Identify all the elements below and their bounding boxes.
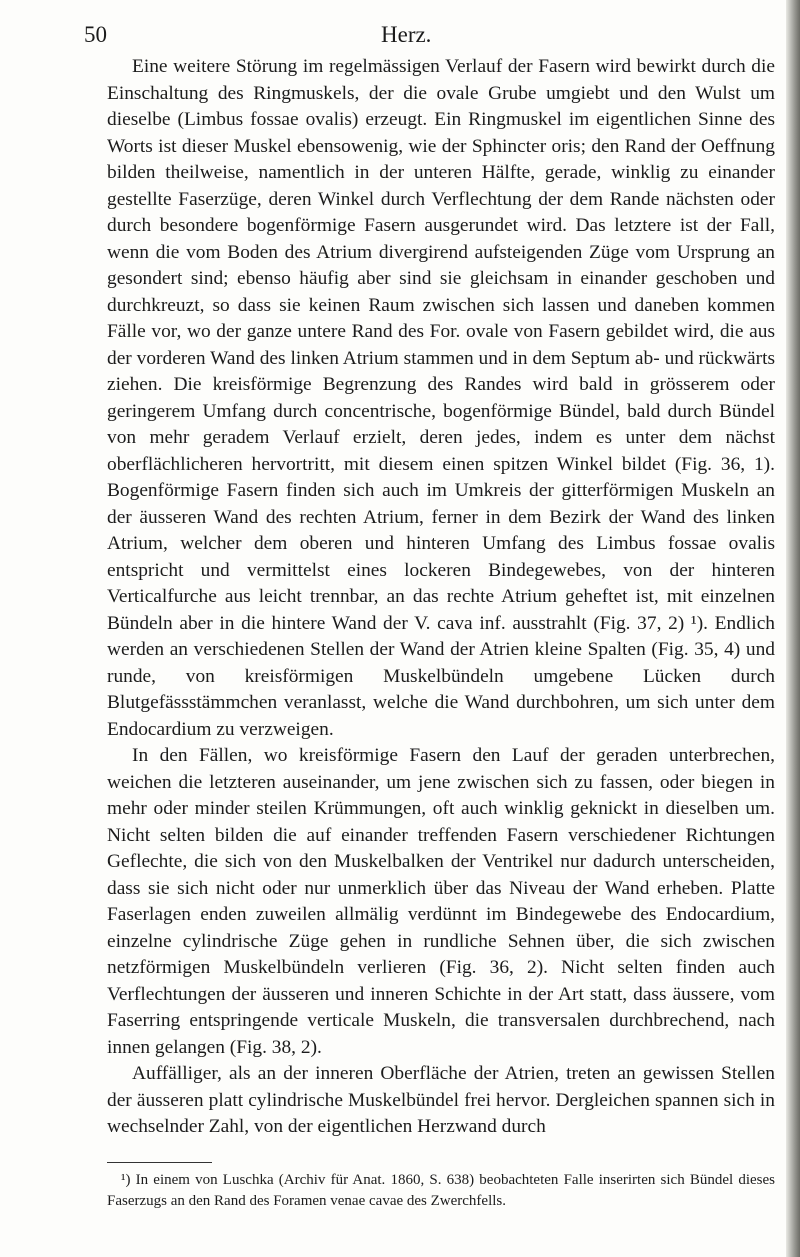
paragraph: In den Fällen, wo kreisförmige Fasern den Lauf der geraden unterbrechen, weichen die letzteren auseinander, um jene zwischen sich zu fassen, oder biegen in mehr oder minder steilen Krümmungen, oft auch winklig geknickt in dieselben um. Nicht selten bilden die auf einander treffenden Fasern verschiedener Richtungen Geflechte, die sich von den Muskelbalken der Ventrikel nur dadurch unterscheiden, dass sie sich nicht oder nur unmerklich über das Niveau der Wand erheben. Platte Faserlagen enden zuweilen allmälig verdünnt im Bindegewebe des Endocardium, einzelne cylindrische Züge gehen in rundliche Sehnen über, die sich zwischen netzförmigen Muskelbündeln verlieren (Fig. 36, 2). Nicht selten finden auch Verflechtungen der äusseren und inneren Schichte in der Art statt, dass äussere, vom Faserring entspringende verticale Muskeln, die transversalen durchbrechend, nach innen gelangen (Fig. 38, 2).	[107, 745, 775, 1058]
paragraph: Eine weitere Störung im regelmässigen Verlauf der Fasern wird bewirkt durch die Einschaltung des Ringmuskels, der die ovale Grube umgiebt und den Wulst um dieselbe (Limbus fossae ovalis) erzeugt. Ein Ringmuskel im eigentlichen Sinne des Worts ist dieser Muskel ebensowenig, wie der Sphincter oris; den Rand der Oeffnung bilden theilweise, namentlich in der unteren Hälfte, gerade, winklig zu einander gestellte Faserzüge, deren Winkel durch Verflechtung der dem Rande nächsten oder durch besondere bogenförmige Fasern ausgerundet wird. Das letztere ist der Fall, wenn die vom Boden des Atrium divergirend aufsteigenden Züge vom Ursprung an gesondert sind; ebenso häufig aber sind sie gleichsam in einander geschoben und durchkreuzt, so dass sie keinen Raum zwischen sich lassen und daneben kommen Fälle vor, wo der ganze untere Rand des For. ovale von Fasern gebildet wird, die aus der vorderen Wand des linken Atrium stammen und in dem Septum ab- und rückwärts ziehen. Die kreisförmige Begrenzung des Randes wird bald in grösserem oder geringerem Umfang durch concentrische, bogenförmige Bündel, bald durch Bündel von mehr geradem Verlauf erzielt, deren jedes, indem es unter dem nächst oberflächlicheren hervortritt, mit diesem einen spitzen Winkel bildet (Fig. 36, 1). Bogenförmige Fasern finden sich auch im Umkreis der gitterförmigen Muskeln an der äusseren Wand des rechten Atrium, ferner in dem Bezirk der Wand des linken Atrium, welcher dem oberen und hinteren Umfang des Limbus fossae ovalis entspricht und vermittelst eines lockeren Bindegewebes, von der hinteren Verticalfurche aus leicht trennbar, an das rechte Atrium geheftet ist, mit einzelnen Bündeln aber in die hintere Wand der V. cava inf. ausstrahlt (Fig. 37, 2) ¹). Endlich werden an verschiedenen Stellen der Wand der Atrien kleine Spalten (Fig. 35, 4) und runde, von kreisförmigen Muskelbündeln umgebene Lücken durch Blutgefässstämmchen veranlasst, welche die Wand durchbohren, um sich unter dem Endocardium zu verzweigen.	[107, 56, 775, 740]
page-number: 50	[84, 22, 107, 47]
scan-page-edge	[786, 0, 800, 1257]
running-head-title: Herz.	[381, 22, 432, 47]
footnote: ¹) In einem von Luschka (Archiv für Anat. 1860, S. 638) beobachteten Falle inserirten sich Bündel dieses Faserzugs an den Rand des Foramen venae cavae des Zwerchfells.	[107, 1172, 775, 1209]
paragraph: Auffälliger, als an der inneren Oberfläche der Atrien, treten an gewissen Stellen der äusseren platt cylindrische Muskelbündel frei hervor. Dergleichen spannen sich in wechselnder Zahl, von der eigentlichen Herzwand durch	[107, 1063, 775, 1137]
main-text	[107, 54, 775, 1141]
running-head	[0, 20, 800, 50]
footnote-divider	[107, 1162, 212, 1163]
footnotes	[107, 1170, 775, 1212]
